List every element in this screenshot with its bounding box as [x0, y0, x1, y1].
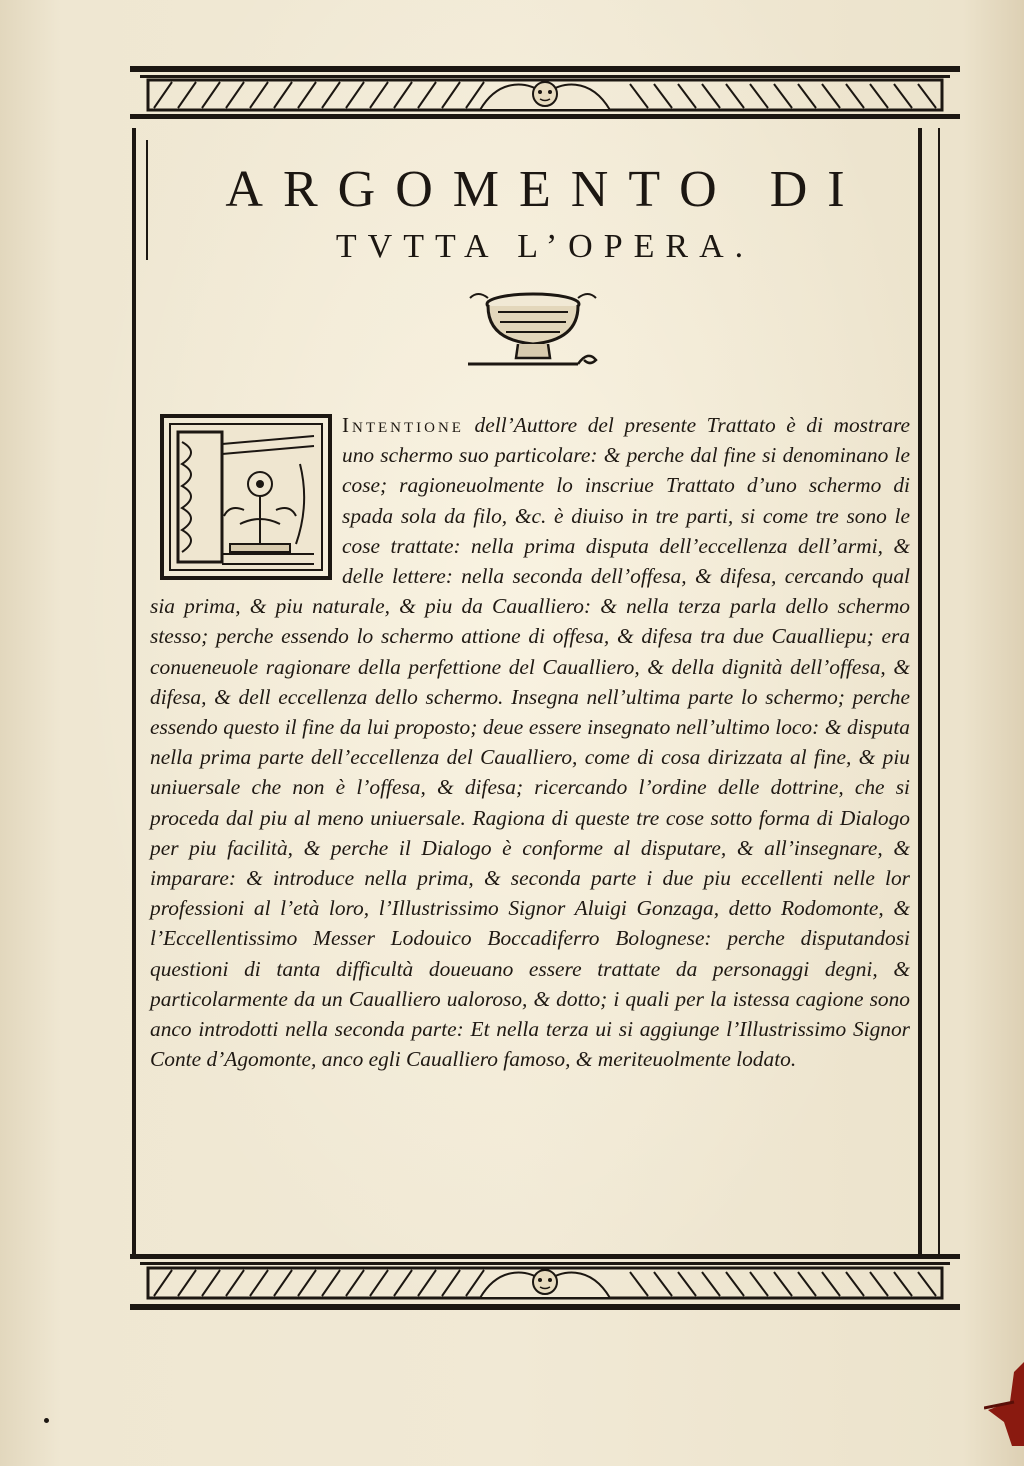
vase-ornament-icon	[458, 288, 608, 374]
red-stain-icon	[984, 1362, 1024, 1446]
frame-left-rule	[132, 128, 136, 1256]
body-text-content: dell’Auttore del presente Trattato è di mostrare uno schermo suo particolare: & perche dal fine si denominano le cose; ragioneuolmente lo inscriue Trattato d’uno schermo di spada sola da filo, &c. è diuiso in tre parti, si come tre sono le cose trattate: nella prima disputa dell’eccellenza dell’armi, & delle lettere: nella seconda dell’offesa, & difesa, cercando qual sia prima, & piu naturale, & piu da Caualliero: & nella terza parla dello schermo stesso; perche essendo lo schermo attione di offesa, & difesa tra due Caualliери; era conueneuole ragionare della perfettione del Caualliero, & della dignità dell’offesa, & difesa, & dell eccellenza dello schermo. Insegna nell’ultima parte lo schermo; perche essendo questo il fine da lui proposto; deue essere insegnato nell’ultimo loco: & disputa nella prima parte dell’eccellenza del Caualliero, come di cosa dirizzata al fine, & piu uniuersale che non è l’offesa, & difesa; ricercando l’ordine delle dottrine, che si proceda dal piu al meno uniuersale. Ragiona di queste tre cose sotto forma di Dialogo per piu facilità, & perche il Dialogo è conforme al disputare, & all’insegnare, & imparare: & introduce nella prima, & seconda parte i due piu eccellenti nelle lor professioni al l’età loro, l’Illustrissimo Signor Aluigi Gonzaga, detto Rodomonte, & l’Eccellentissimo Messer Lodouico Boccadiferro Bolognese: perche disputandosi questioni di tanta difficultà doueuano essere trattate da personaggi degni, & particolarmente da un Caualliero ualoroso, & dotto; i quali per la istessa cagione sono anco introdotti nella seconda parte: Et nella terza ui si aggiunge l’Illustrissimo Signor Conte d’Agomonte, anco egli Caualliero famoso, & meriteuolmente lodato.	[150, 413, 910, 1072]
bottom-ornamental-border	[130, 1254, 960, 1312]
lead-word: Intentione	[342, 413, 464, 437]
body-paragraph	[150, 410, 910, 1074]
outer-right-rule	[938, 128, 940, 1256]
page-subtitle: TVTTA L’OPERA.	[335, 228, 755, 265]
top-ornamental-border	[130, 66, 960, 124]
page-title: ARGOMENTO DI	[225, 161, 865, 218]
ink-dot	[44, 1418, 49, 1423]
frame-right-rule	[918, 128, 922, 1256]
